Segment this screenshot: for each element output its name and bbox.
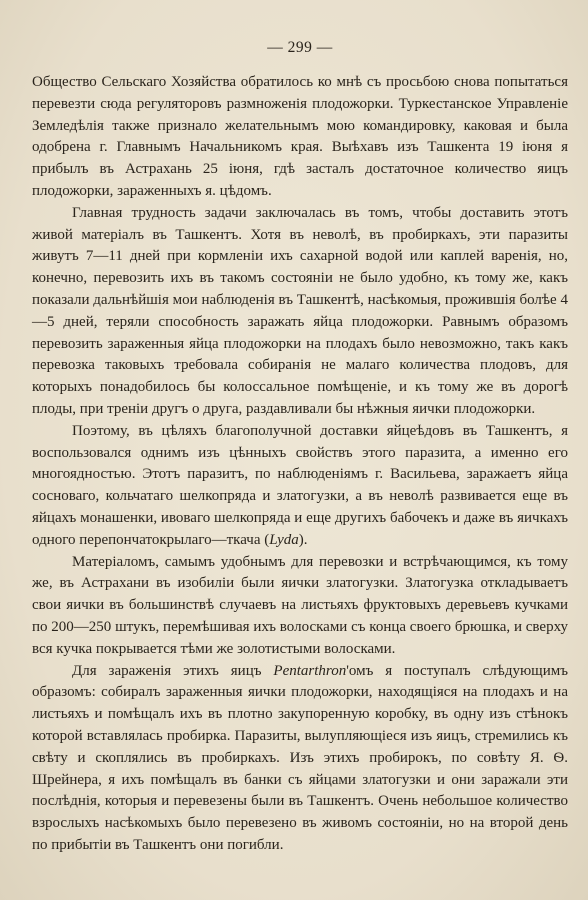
paragraph-1: Общество Сельскаго Хозяйства обратилось ко мнѣ съ просьбою снова попытаться перевезти сюда регуляторовъ размноженія плодожорки. Туркестанское Управленіе Земледѣлія также признало желательнымъ мою командировку, каковая и была одобрена г. Главнымъ Начальникомъ края. Выѣхавъ изъ Ташкента 19 іюня я прибылъ въ Астрахань 25 іюня, гдѣ засталъ достаточное количество яицъ плодожорки, зараженныхъ я. цѣдомъ. [32, 74, 568, 199]
paragraph-4: Матеріаломъ, самымъ удобнымъ для перевозки и встрѣчающимся, къ тому же, въ Астрахани въ изобиліи были яички златогузки. Златогузка откладываетъ свои яички въ большинствѣ случаевъ на листьяхъ фруктовыхъ деревьевъ кучками по 200—250 штукъ, перемѣшивая ихъ волосками съ конца своего брюшка, и сверху вся кучка покрывается тѣми же золотистыми волосками. [32, 553, 568, 657]
paragraph-5-italic-term: Pentarthron [273, 662, 347, 679]
paragraph-2: Главная трудность задачи заключалась въ томъ, чтобы доставить этотъ живой матеріалъ въ Ташкентъ. Хотя въ неволѣ, въ пробиркахъ, эти паразиты живутъ 7—11 дней при кормленіи ихъ сахарной водой или каплей варенія, но, конечно, перевозить ихъ въ такомъ состояніи не было удобно, къ тому же, какъ показали дальнѣйшія мои наблюденія въ Ташкентѣ, насѣкомыя, прожившія болѣе 4—5 дней, теряли способность заражать яйца плодожорки. Равнымъ образомъ перевозить зараженныя яйца плодожорки на плодахъ было невозможно, такъ какъ перевозка таковыхъ требовала собиранія не малаго количества плодовъ, для которыхъ понадобилось бы колоссальное помѣщеніе, и къ тому же въ дорогѣ плоды, при треніи другъ о друга, раздавливали бы нѣжныя яички плодожорки. [32, 204, 568, 417]
paragraph-3-text-after: ). [298, 531, 308, 548]
paragraph-5 [32, 661, 568, 857]
paragraph-3-text-before: Поэтому, въ цѣляхъ благополучной доставки яйцеѣдовъ въ Ташкентъ, я воспользовался однимъ изъ цѣнныхъ свойствъ этого паразита, а именно его многоядностью. Этотъ паразитъ, по наблюденіямъ г. Васильева, заражаетъ яйца сосноваго, кольчатаго шелкопряда и златогузки, а въ неволѣ развивается еще въ яйцахъ монашенки, ивоваго шелкопряда и еще другихъ бабочекъ и даже въ яичкахъ одного перепончатокрылаго—ткача ( [32, 422, 568, 548]
paragraph-3-italic-term: Lyda [269, 531, 299, 548]
paragraph-5-text-after: 'омъ я поступалъ слѣдующимъ образомъ: собиралъ зараженныя яички плодожорки, находящіяся на плодахъ и на листьяхъ и помѣщалъ ихъ въ плотно закупоренную коробку, въ одну изъ стѣнокъ которой вставлялась пробирка. Паразиты, вылупляющіеся изъ яицъ, стремились къ свѣту и скоплялись въ пробиркахъ. Изъ этихъ пробирокъ, по совѣту Я. Ѳ. Шрейнера, я ихъ помѣщалъ въ банки съ яйцами златогузки и они заражали эти послѣднія, которыя и перевезены были въ Ташкентъ. Очень небольшое количество взрослыхъ насѣкомыхъ было перевезено въ живомъ состояніи, но на второй день по прибытіи въ Ташкентъ они погибли. [32, 662, 568, 853]
paragraph-5-text-before: Для зараженія этихъ яицъ [72, 662, 274, 679]
page-number: — 299 — [267, 39, 333, 56]
paragraph-3 [32, 421, 568, 552]
